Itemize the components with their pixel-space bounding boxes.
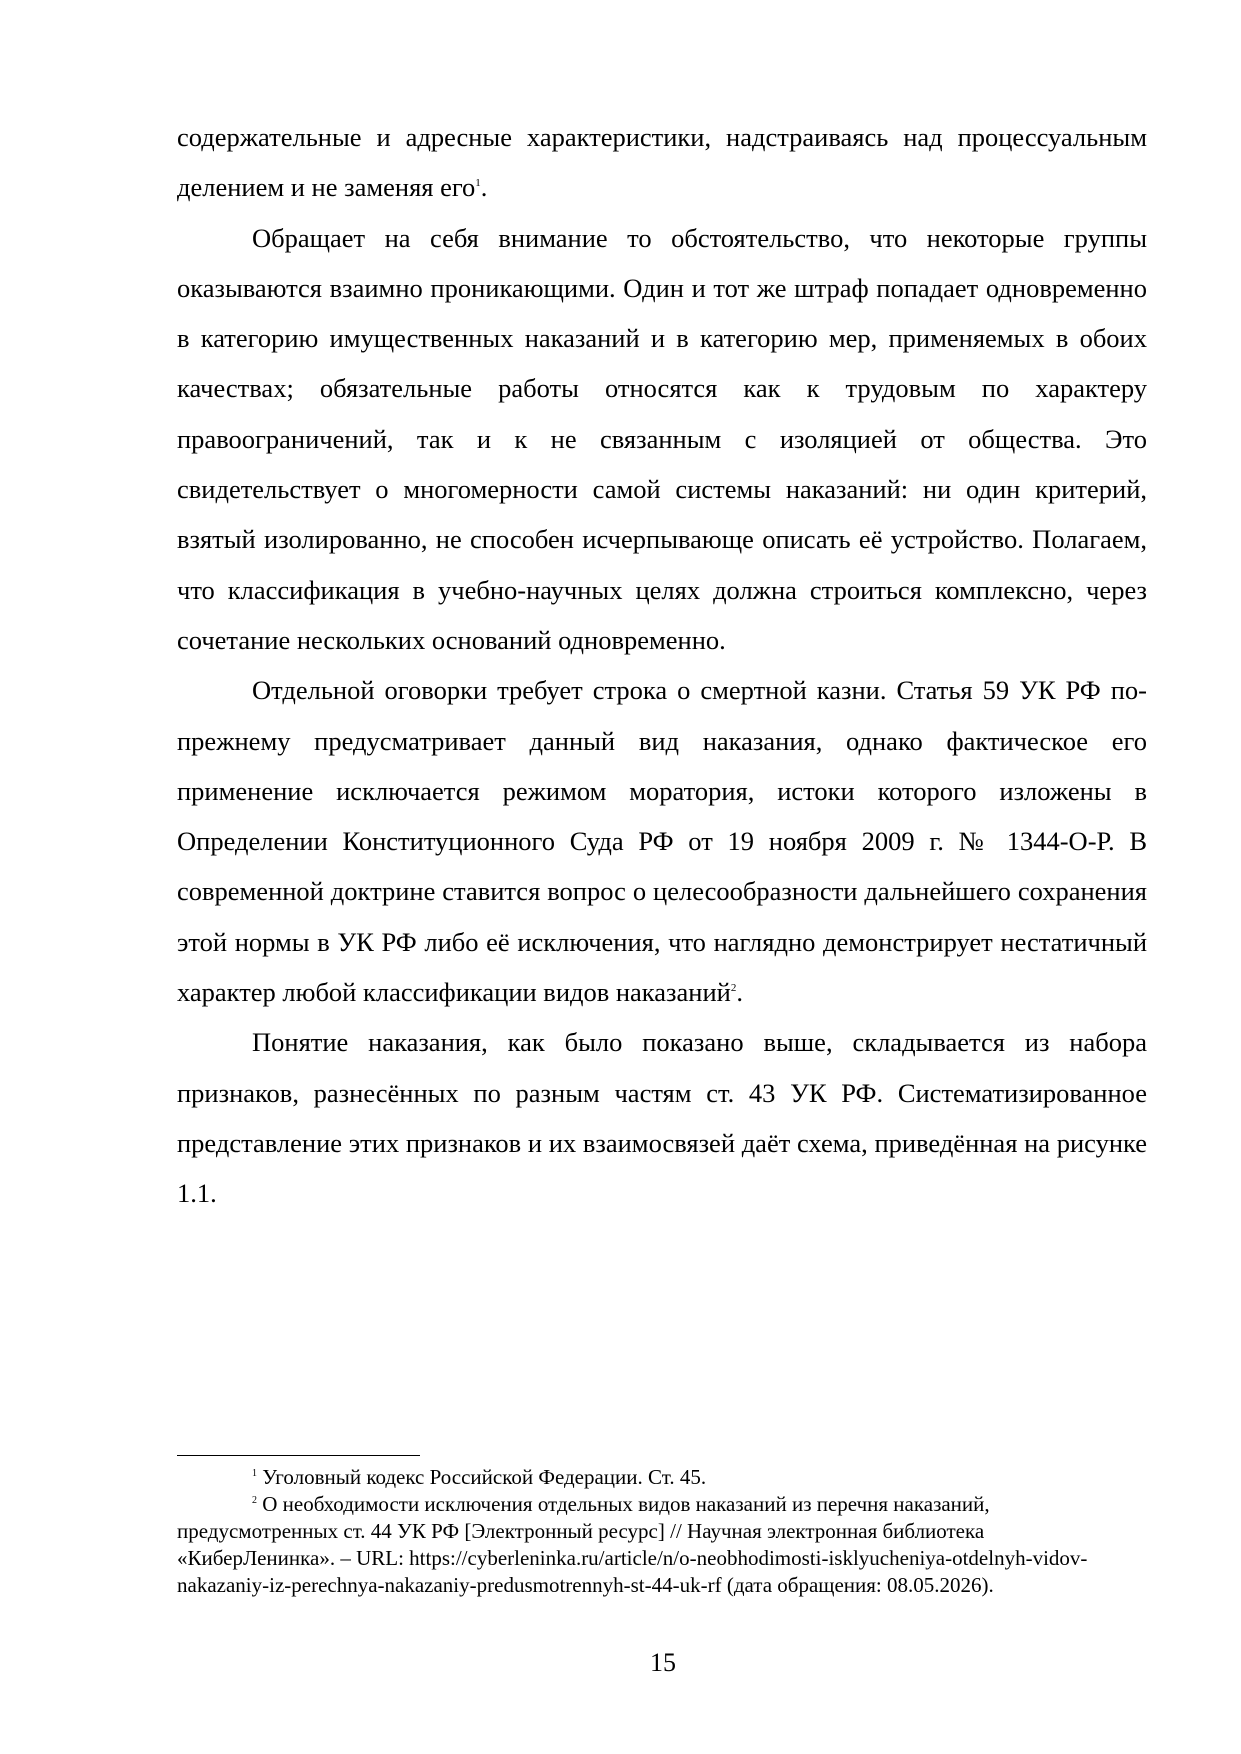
page-number: 15 xyxy=(650,1648,676,1677)
footnotes xyxy=(177,1464,1147,1599)
paragraph: Обращает на себя внимание то обстоятельство, что некоторые группы оказываются взаимно проникающими. Один и тот же штраф попадает одновременно в категорию имущественных наказаний и в категорию мер, применяемых в обоих качествах; обязательные работы относятся как к трудовым по характеру правоограничений, так и к не связанным с изоляцией от общества. Это свидетельствует о многомерности самой системы наказаний: ни один критерий, взятый изолированно, не способен исчерпывающе описать её устройство. Полагаем, что классификация в учебно-научных целях должна строиться комплексно, через сочетание нескольких оснований одновременно. xyxy=(177,222,1147,655)
paragraph: Понятие наказания, как было показано выше, складывается из набора признаков, разнесённых по разным частям ст. 43 УК РФ. Систематизированное представление этих признаков и их взаимосвязей даёт схема, приведённая на рисунке 1.1. xyxy=(177,1027,1147,1209)
footnote: $^2$ О необходимости исключения отдельных видов наказаний из перечня наказаний, предусмотренных ст. 44 УК РФ [Электронный ресурс] // Научная электронная библиотека «КиберЛенинка». – URL: https://cyberleninka.ru/article/n/o-neobhodimosti-isklyucheniya-otdelnyh-vidov-nakazaniy-iz-perechnya-nakazaniy-predusmotrennyh-st-44-uk-rf (дата обращения: 08.05.2026). xyxy=(177,1492,1088,1597)
main-text xyxy=(177,112,1147,1219)
paragraph-continuation: содержательные и адресные характеристики, надстраиваясь над процессуальным делением и не заменяя его$^1$. xyxy=(177,122,1147,203)
footnote-mark: 1 xyxy=(252,1468,257,1479)
footnote-mark: 2 xyxy=(252,1495,257,1506)
footnote-reference[interactable]: 1 xyxy=(475,177,481,190)
footnote: $^1$ Уголовный кодекс Российской Федерации. Ст. 45. xyxy=(252,1465,707,1489)
footnote-separator xyxy=(177,1455,420,1456)
paragraph: Отдельной оговорки требует строка о смертной казни. Статья 59 УК РФ по-прежнему предусматривает данный вид наказания, однако фактическое его применение исключается режимом моратория, истоки которого изложены в Определении Конституционного Суда РФ от 19 ноября 2009 г. № 1344-О-Р. В современной доктрине ставится вопрос о целесообразности дальнейшего сохранения этой нормы в УК РФ либо её исключения, что наглядно демонстрирует нестатичный характер любой классификации видов наказаний$^2$. xyxy=(177,675,1147,1008)
footnote-reference[interactable]: 2 xyxy=(730,982,737,995)
